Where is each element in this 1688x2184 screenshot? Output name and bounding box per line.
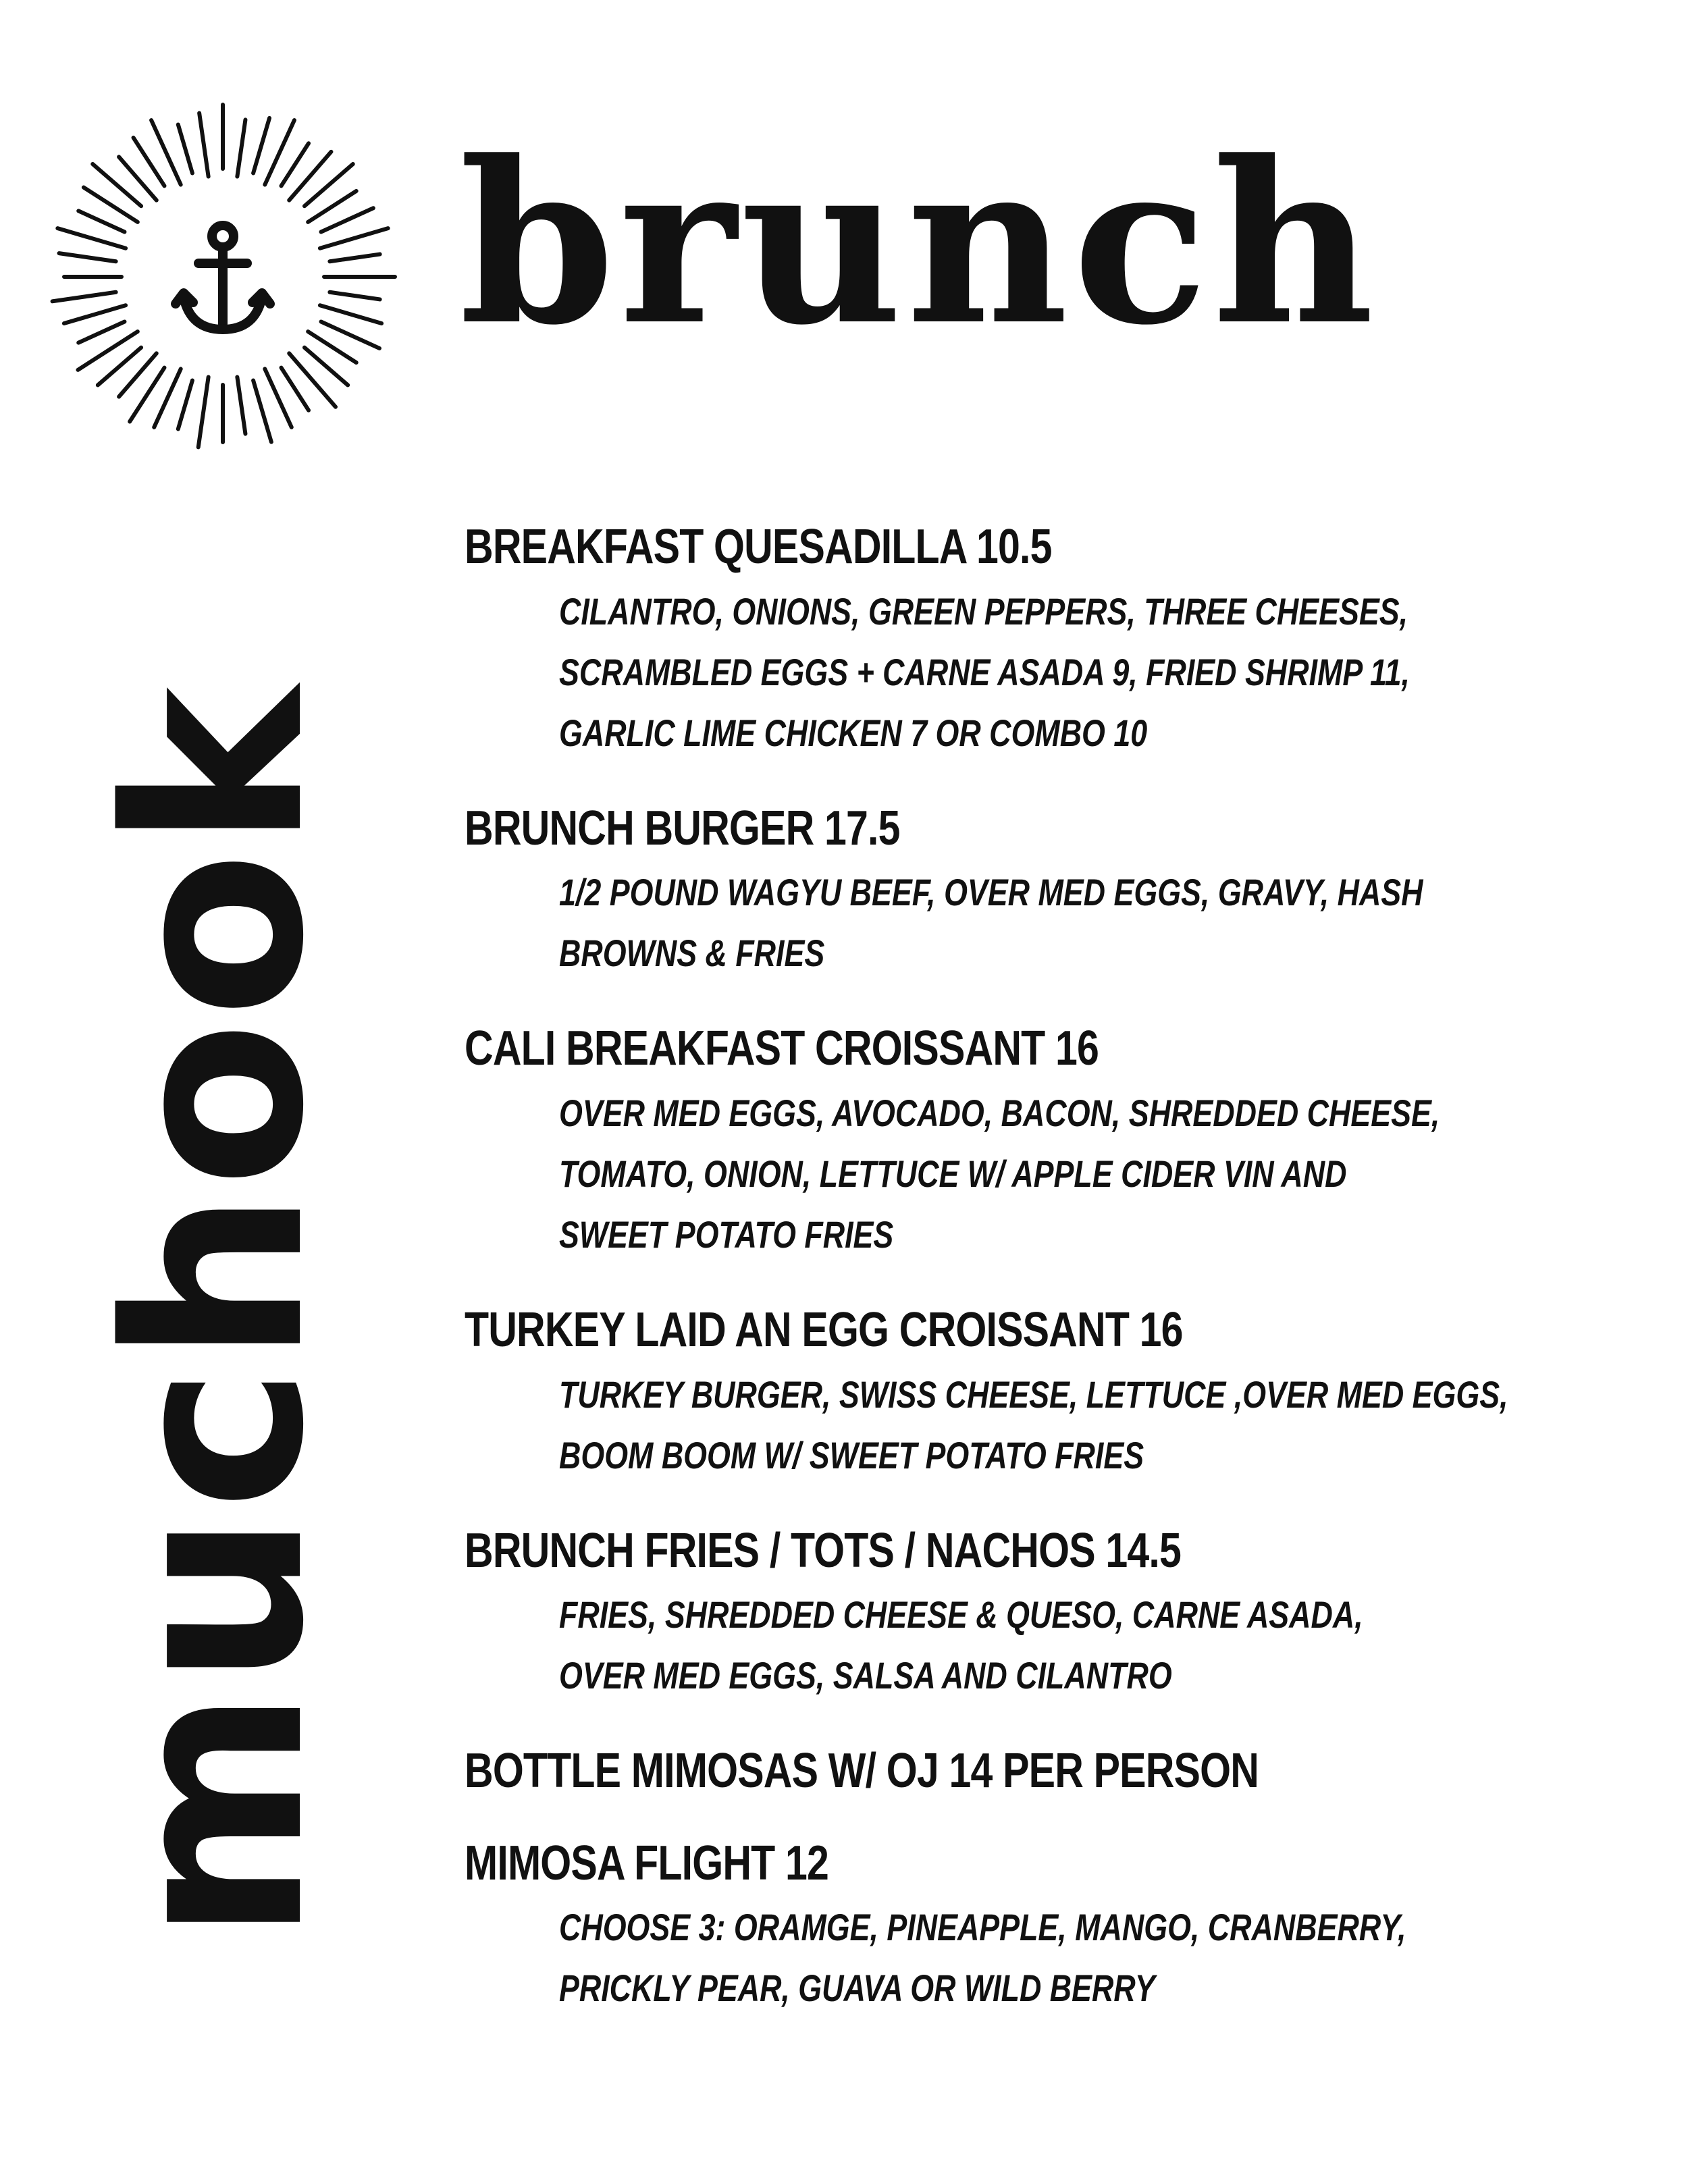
sunburst-ray (329, 255, 379, 262)
sunburst-ray (329, 292, 379, 300)
sunburst-ray (57, 228, 126, 248)
description-line: TOMATO, ONION, LETTUCE W/ APPLE CIDER VIN AND (559, 1152, 1347, 1195)
menu-list (465, 520, 1653, 2056)
sunburst-ray (78, 211, 124, 232)
sunburst-ray (320, 228, 388, 248)
sunburst-ray (178, 125, 192, 174)
sunburst-ray (289, 353, 336, 406)
description-line: TURKEY BURGER, SWISS CHEESE, LETTUCE ,OVER MED EGGS, (559, 1373, 1508, 1416)
menu-item (465, 520, 1653, 764)
anchor-icon (176, 225, 270, 329)
menu-item-name: MIMOSA FLIGHT 12 (465, 1836, 829, 1890)
sunburst-ray (199, 377, 209, 447)
sunburst-ray (178, 381, 192, 429)
menu-item (465, 1303, 1653, 1486)
description-line: CHOOSE 3: ORAMGE, PINEAPPLE, MANGO, CRANBERRY, (559, 1906, 1406, 1949)
menu-item-description (559, 1083, 1477, 1265)
sunburst-ray (237, 377, 245, 433)
sunburst-ray (321, 208, 373, 232)
sunburst-ray (289, 152, 331, 201)
sunburst-ray (64, 305, 126, 323)
description-line: CILANTRO, ONIONS, GREEN PEPPERS, THREE CHEESES, (559, 589, 1408, 633)
menu-item-description (559, 1897, 1477, 2019)
description-line: SCRAMBLED EGGS + CARNE ASADA 9, FRIED SHRIMP 11, (559, 650, 1410, 693)
vertical-brand-wrap (74, 513, 357, 2113)
page-title: brunch (459, 112, 1379, 374)
menu-item-name: CALI BREAKFAST CROISSANT 16 (465, 1021, 1099, 1076)
menu-item-description (559, 862, 1477, 984)
menu-item-name: BOTTLE MIMOSAS W/ OJ 14 PER PERSON (465, 1744, 1259, 1799)
description-line: OVER MED EGGS, AVOCADO, BACON, SHREDDED CHEESE, (559, 1091, 1440, 1134)
menu-item-description (559, 1364, 1508, 1486)
menu-item-description (559, 1584, 1477, 1706)
anchor-sunburst-logo (34, 101, 412, 452)
menu-item-name: TURKEY LAID AN EGG CROISSANT 16 (465, 1302, 1183, 1357)
menu-item-name: BREAKFAST QUESADILLA 10.5 (465, 520, 1052, 574)
description-line: FRIES, SHREDDED CHEESE & QUESO, CARNE ASADA, (559, 1593, 1363, 1636)
sunburst-ray (320, 305, 381, 323)
sunburst-ray (199, 113, 209, 176)
menu-item (465, 1744, 1653, 1799)
menu-item (465, 1836, 1653, 2019)
sunburst-ray (237, 119, 245, 176)
description-line: BROWNS & FRIES (559, 932, 825, 975)
description-line: GARLIC LIME CHICKEN 7 OR COMBO 10 (559, 711, 1148, 754)
sunburst-ray (78, 321, 124, 342)
menu-item (465, 801, 1653, 984)
sunburst-ray (53, 292, 116, 302)
sunburst-ray (59, 253, 115, 261)
sunburst-ray (253, 118, 269, 174)
menu-item-description (559, 581, 1477, 764)
menu-item-name: BRUNCH BURGER 17.5 (465, 801, 900, 855)
description-line: 1/2 POUND WAGYU BEEF, OVER MED EGGS, GRAVY, HASH (559, 871, 1423, 914)
description-line: OVER MED EGGS, SALSA AND CILANTRO (559, 1654, 1172, 1697)
sunburst-ray (253, 381, 271, 442)
description-line: BOOM BOOM W/ SWEET POTATO FRIES (559, 1433, 1144, 1476)
description-line: PRICKLY PEAR, GUAVA OR WILD BERRY (559, 1967, 1155, 2010)
menu-item (465, 1524, 1653, 1707)
vertical-brand-text: muchook (74, 684, 357, 1942)
menu-item (465, 1021, 1653, 1265)
description-line: SWEET POTATO FRIES (559, 1213, 894, 1256)
menu-item-name: BRUNCH FRIES / TOTS / NACHOS 14.5 (465, 1523, 1181, 1578)
